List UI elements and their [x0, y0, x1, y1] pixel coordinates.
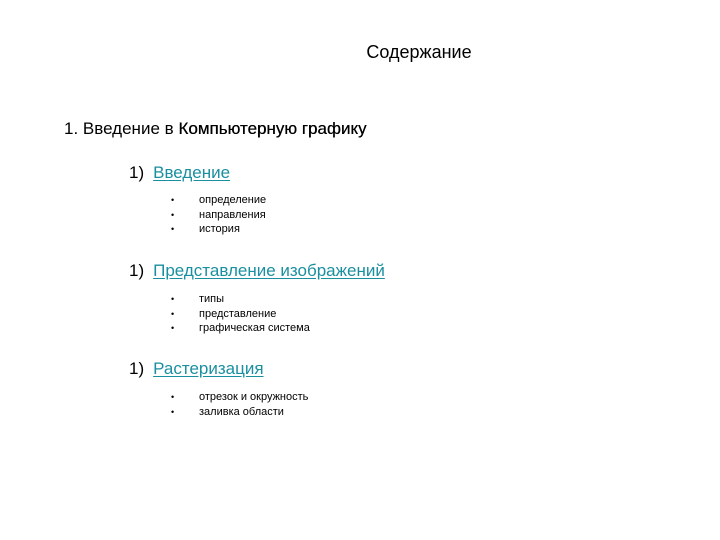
- section-link-representation[interactable]: Представление изображений: [153, 261, 385, 280]
- chapter-number: 1.: [64, 119, 79, 138]
- bullet-icon: •: [171, 308, 175, 319]
- bullet-icon: •: [171, 406, 175, 417]
- bullet-icon: •: [171, 195, 175, 205]
- bullet-icon: •: [171, 224, 175, 234]
- chapter-title-bold: Компьютерную графику: [178, 119, 367, 138]
- list-item-label: представление: [199, 307, 277, 320]
- list-item-label: определение: [199, 194, 267, 206]
- list-item: [171, 222, 266, 237]
- list-item: [171, 193, 266, 208]
- section-heading-rasterization: [129, 359, 264, 379]
- list-item-label: графическая система: [199, 322, 310, 334]
- list-item: [171, 390, 308, 405]
- list-item: [171, 405, 308, 420]
- section-intro-items: [171, 193, 266, 237]
- bullet-icon: •: [171, 323, 175, 333]
- list-item-label: направления: [199, 208, 266, 221]
- bullet-icon: •: [171, 392, 175, 402]
- list-item: [171, 292, 310, 307]
- section-heading-representation: [129, 261, 385, 281]
- bullet-icon: •: [171, 209, 175, 220]
- list-item-label: типы: [199, 293, 225, 305]
- bullet-icon: •: [171, 294, 175, 304]
- section-link-rasterization[interactable]: Растеризация: [153, 359, 264, 378]
- list-item-label: история: [199, 223, 240, 235]
- section-number: 1): [129, 359, 145, 378]
- section-heading-intro: [129, 163, 230, 183]
- section-number: 1): [129, 261, 145, 280]
- section-rasterization-items: [171, 390, 308, 419]
- list-item: [171, 321, 310, 336]
- list-item-label: отрезок и окружность: [199, 391, 309, 403]
- list-item: [171, 208, 266, 223]
- section-representation-items: [171, 292, 310, 336]
- section-link-intro[interactable]: Введение: [153, 163, 231, 182]
- section-number: 1): [129, 163, 145, 182]
- list-item: [171, 307, 310, 322]
- page-title: Содержание: [366, 42, 472, 62]
- chapter-title-plain: Введение в: [82, 119, 179, 138]
- list-item-label: заливка области: [199, 405, 284, 418]
- chapter-heading: [64, 119, 366, 139]
